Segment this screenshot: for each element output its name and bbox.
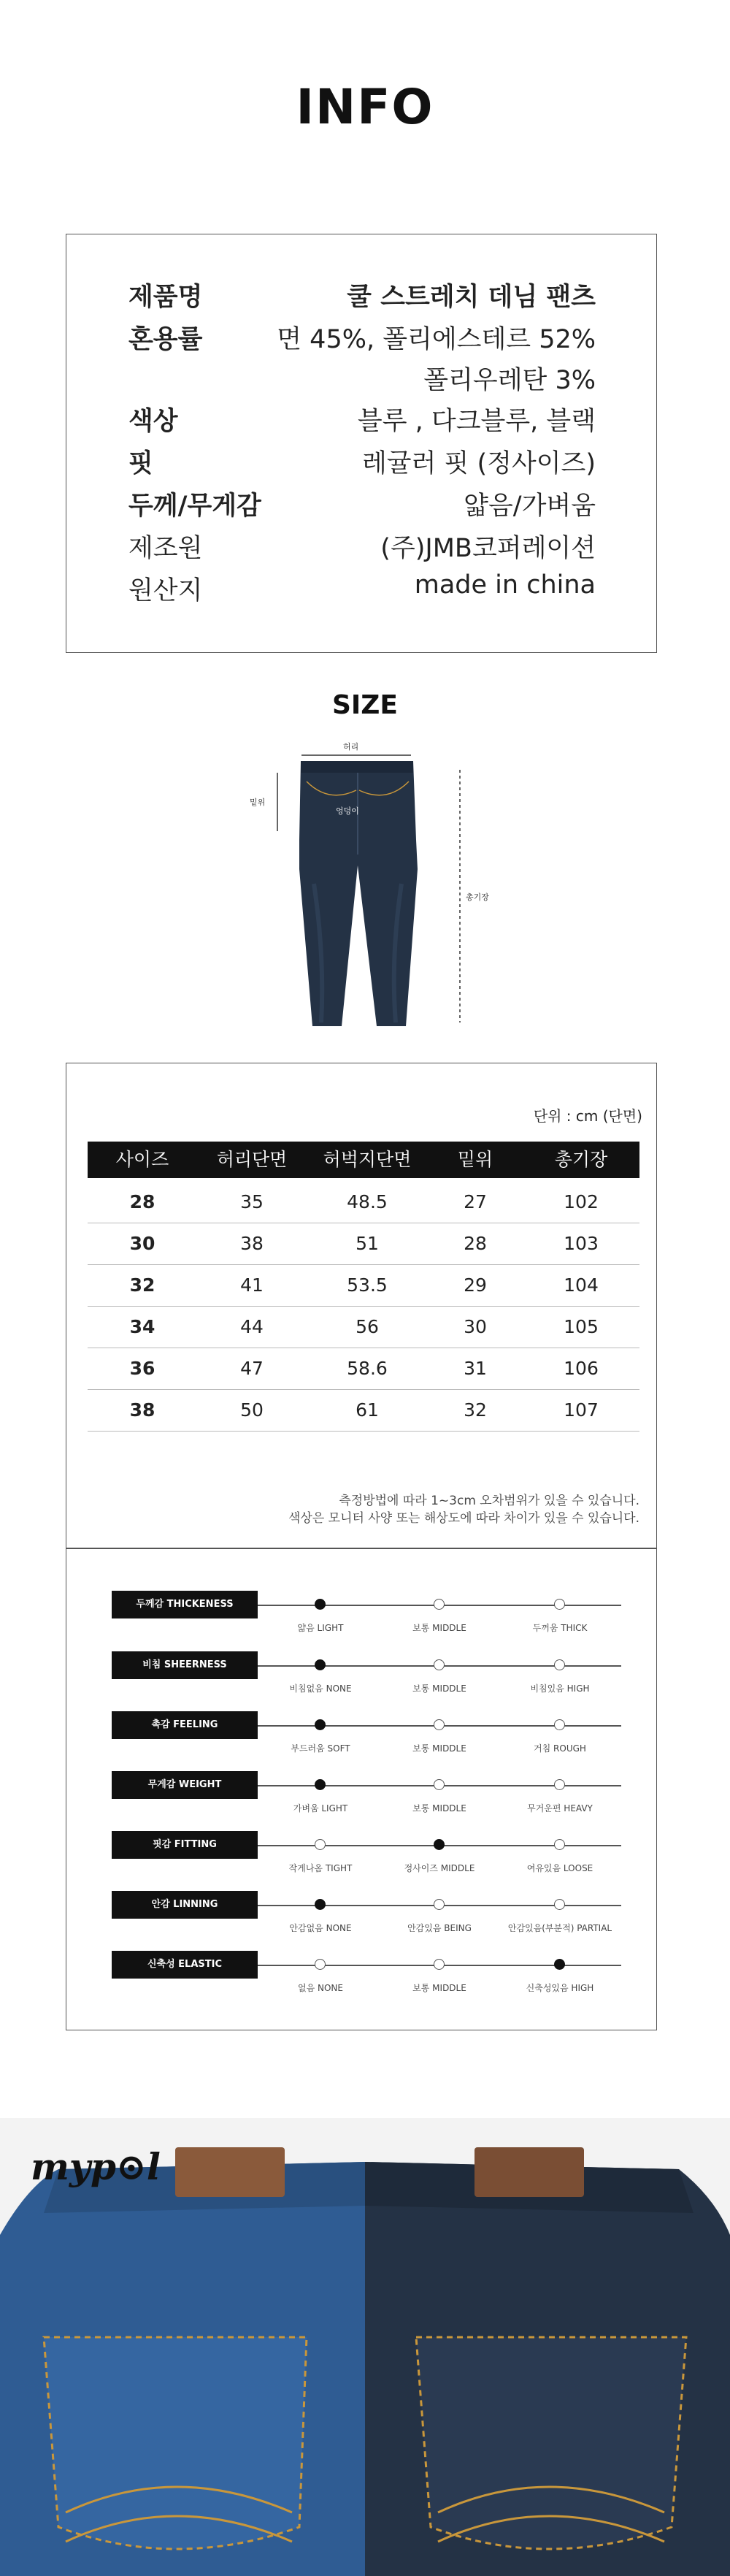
rating-option: 안감없음 NONE: [289, 1923, 352, 1933]
table-row: [88, 1389, 639, 1432]
cell: 102: [564, 1191, 599, 1212]
rating-dot: [554, 1659, 565, 1670]
rating-dot: [554, 1719, 565, 1730]
cell: 32: [129, 1274, 155, 1296]
info-row-color: [128, 401, 596, 442]
cell: 30: [464, 1316, 487, 1337]
rating-row-thickness: [66, 1591, 658, 1642]
rating-box: [66, 1548, 657, 2030]
rating-dot: [554, 1839, 565, 1850]
rating-row-sheerness: [66, 1651, 658, 1702]
cell: 51: [356, 1233, 379, 1254]
rating-option: 거침 ROUGH: [534, 1743, 586, 1754]
leather-patch-left: [175, 2147, 285, 2197]
rating-label: 안감 LINNING: [112, 1891, 258, 1919]
rating-dot: [315, 1599, 326, 1610]
color-note: 색상은 모니터 사양 또는 해상도에 따라 차이가 있을 수 있습니다.: [288, 1511, 639, 1526]
info-row-product: [128, 277, 596, 318]
cell: 32: [464, 1399, 487, 1421]
info-value: 면 45%, 폴리에스테르 52%: [277, 325, 596, 354]
rating-option: 얇음 LIGHT: [297, 1623, 344, 1633]
rating-row-lining: [66, 1891, 658, 1942]
rating-row-weight: [66, 1771, 658, 1822]
rating-dot: [554, 1599, 565, 1610]
info-row-material-cont: [128, 360, 596, 401]
thigh-label: 엉덩이: [336, 806, 359, 816]
waist-label: 허리: [343, 742, 359, 752]
table-row: [88, 1181, 639, 1223]
leather-patch-right: [474, 2147, 584, 2197]
rating-option: 안감있음(부분적) PARTIAL: [507, 1923, 612, 1933]
cell: 56: [356, 1316, 379, 1337]
cell: 106: [564, 1358, 599, 1379]
cell: 105: [564, 1316, 599, 1337]
info-title: INFO: [296, 79, 434, 135]
cell: 107: [564, 1399, 599, 1421]
rating-option: 비침없음 NONE: [289, 1683, 352, 1694]
rating-dot: [554, 1779, 565, 1790]
cell: 58.6: [347, 1358, 388, 1379]
jeans-size-diagram: [234, 738, 511, 1052]
info-value: (주)JMB코퍼레이션: [380, 534, 596, 563]
rating-dot: [434, 1899, 445, 1910]
info-box: [66, 234, 657, 653]
cell: 44: [240, 1316, 264, 1337]
rating-label: 무게감 WEIGHT: [112, 1771, 258, 1799]
rating-option: 비침있음 HIGH: [530, 1683, 590, 1694]
rating-option: 정사이즈 MIDDLE: [404, 1863, 475, 1873]
rating-option: 두꺼움 THICK: [532, 1623, 588, 1633]
rating-dot: [434, 1839, 445, 1850]
rating-dot: [554, 1959, 565, 1970]
rating-option: 안감있음 BEING: [407, 1923, 472, 1933]
cell: 103: [564, 1233, 599, 1254]
col-header: 허벅지단면: [323, 1149, 412, 1170]
info-value: 쿨 스트레치 데님 팬츠: [347, 283, 596, 312]
col-header: 밑위: [457, 1149, 493, 1170]
info-row-thickness: [128, 486, 596, 527]
brand-logo: myp⊙l: [31, 2145, 161, 2188]
cell: 53.5: [347, 1274, 388, 1296]
rating-dot: [315, 1899, 326, 1910]
cell: 38: [129, 1399, 155, 1421]
cell: 36: [129, 1358, 155, 1379]
cell: 41: [240, 1274, 264, 1296]
rating-label: 비침 SHEERNESS: [112, 1651, 258, 1679]
rating-label: 촉감 FEELING: [112, 1711, 258, 1739]
size-title: SIZE: [331, 690, 399, 720]
size-table-header: [88, 1142, 639, 1178]
cell: 28: [464, 1233, 487, 1254]
length-label: 총기장: [466, 893, 489, 902]
rating-option: 부드러움 SOFT: [291, 1743, 350, 1754]
cell: 29: [464, 1274, 487, 1296]
cell: 30: [129, 1233, 155, 1254]
cell: 28: [129, 1191, 155, 1212]
rating-label: 신축성 ELASTIC: [112, 1951, 258, 1979]
rating-option: 보통 MIDDLE: [412, 1743, 466, 1754]
rating-row-elastic: [66, 1951, 658, 2002]
info-value: 얇음/가벼움: [464, 492, 596, 521]
rating-row-feeling: [66, 1711, 658, 1762]
info-value: made in china: [414, 570, 596, 600]
rating-option: 보통 MIDDLE: [412, 1803, 466, 1813]
cell: 34: [129, 1316, 155, 1337]
info-row-maker: [128, 528, 596, 569]
rating-option: 신축성있음 HIGH: [526, 1983, 594, 1993]
rating-dot: [315, 1779, 326, 1790]
table-row: [88, 1223, 639, 1265]
info-row-origin: [128, 570, 596, 611]
cell: 50: [240, 1399, 264, 1421]
cell: 27: [464, 1191, 487, 1212]
info-label: 제품명: [128, 283, 203, 312]
cell: 48.5: [347, 1191, 388, 1212]
rating-option: 없음 NONE: [298, 1983, 343, 1993]
info-label: 제조원: [128, 534, 203, 563]
rating-dot: [434, 1959, 445, 1970]
info-label: 두께/무게감: [128, 492, 261, 521]
rating-row-fitting: [66, 1831, 658, 1882]
cell: 47: [240, 1358, 264, 1379]
table-row: [88, 1264, 639, 1307]
rating-dot: [434, 1599, 445, 1610]
col-header: 허리단면: [216, 1149, 288, 1170]
col-header: 사이즈: [115, 1149, 169, 1170]
cell: 35: [240, 1191, 264, 1212]
rating-dot: [315, 1719, 326, 1730]
col-header: 총기장: [554, 1149, 608, 1170]
rating-label: 두께감 THICKENESS: [112, 1591, 258, 1618]
rating-dot: [554, 1899, 565, 1910]
info-row-material: [128, 319, 596, 360]
rating-option: 작게나옴 TIGHT: [288, 1863, 353, 1873]
info-value: 레귤러 핏 (정사이즈): [361, 449, 596, 478]
measure-note: 측정방법에 따라 1~3cm 오차범위가 있을 수 있습니다.: [339, 1494, 639, 1508]
rating-option: 가벼움 LIGHT: [293, 1803, 348, 1813]
table-row: [88, 1306, 639, 1348]
rating-option: 보통 MIDDLE: [412, 1683, 466, 1694]
rating-option: 보통 MIDDLE: [412, 1623, 466, 1633]
unit-label: 단위 : cm (단면): [533, 1107, 642, 1125]
info-value: 블루 , 다크블루, 블랙: [357, 407, 596, 436]
cell: 104: [564, 1274, 599, 1296]
rating-label: 핏감 FITTING: [112, 1831, 258, 1859]
info-label: 색상: [128, 407, 178, 436]
rating-option: 무거운편 HEAVY: [527, 1803, 593, 1813]
cell: 61: [356, 1399, 379, 1421]
rating-dot: [315, 1659, 326, 1670]
rise-label: 밑위: [250, 798, 266, 807]
rating-dot: [434, 1719, 445, 1730]
rating-option: 여유있음 LOOSE: [526, 1863, 593, 1873]
rating-option: 보통 MIDDLE: [412, 1983, 466, 1993]
cell: 31: [464, 1358, 487, 1379]
table-row: [88, 1348, 639, 1390]
info-label: 원산지: [128, 576, 203, 605]
rating-dot: [315, 1839, 326, 1850]
rating-dot: [434, 1659, 445, 1670]
cell: 38: [240, 1233, 264, 1254]
rating-dot: [434, 1779, 445, 1790]
rating-dot: [315, 1959, 326, 1970]
info-label: 핏: [128, 449, 153, 478]
info-label: 혼용률: [128, 325, 203, 354]
info-row-fit: [128, 443, 596, 484]
info-value: 폴리우레탄 3%: [423, 366, 596, 395]
